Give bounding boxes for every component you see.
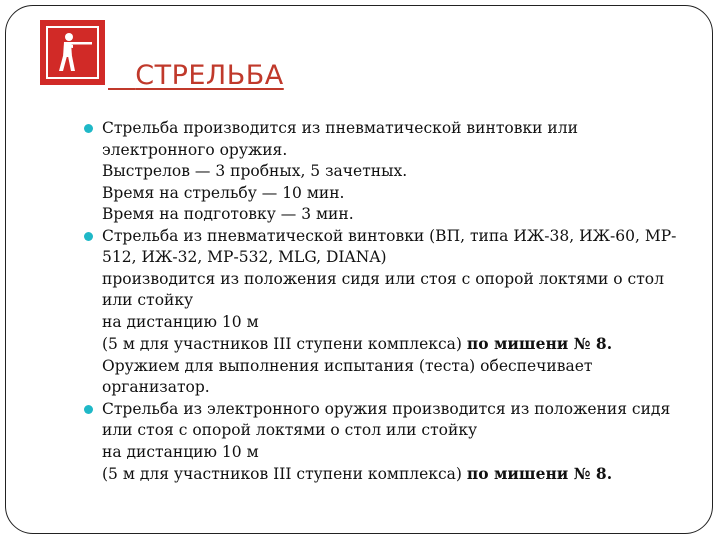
list-item — [84, 226, 677, 399]
text-line: на дистанцию 10 м — [102, 442, 259, 461]
bullet-dot — [84, 232, 93, 241]
text-line: производится из положения сидя или стоя с опорой локтями о стол — [102, 269, 664, 288]
list-item — [84, 118, 674, 226]
text-line — [102, 333, 674, 356]
text-plain: (5 м для участников III ступени комплекса) — [102, 335, 467, 353]
text-bold: по мишени № 8. — [466, 334, 613, 353]
shooter-logo — [40, 20, 105, 85]
shooter-icon — [48, 28, 97, 77]
text-line: Оружием для выполнения испытания (теста) обеспечивает — [102, 356, 593, 375]
bullet-dot — [84, 405, 93, 414]
text-line: или стоя с опорой локтями о стол или стойку — [102, 421, 478, 439]
text-line: организатор. — [102, 378, 210, 396]
content-list — [84, 118, 677, 486]
text-line: Стрельба из электронного оружия производится из положения сидя — [102, 399, 671, 418]
text-line — [102, 463, 674, 486]
text-line: электронного оружия. — [102, 140, 288, 159]
text-line: Стрельба производится из пневматической винтовки или — [102, 119, 578, 137]
text-line: Стрельба из пневматической винтовки (ВП, типа ИЖ-38, ИЖ-60, МР- — [102, 226, 677, 245]
text-line: 512, ИЖ-32, МР-532, MLG, DIANA) — [102, 248, 387, 266]
list-item — [84, 399, 674, 486]
text-line: Выстрелов — 3 пробных, 5 зачетных. — [102, 162, 408, 180]
bullet-dot — [84, 124, 93, 133]
text-line: или стойку — [102, 291, 194, 309]
page-title: СТРЕЛЬБА — [135, 60, 284, 91]
text-line: Время на стрельбу — 10 мин. — [102, 183, 345, 202]
text-line: Время на подготовку — 3 мин. — [102, 205, 354, 223]
text-bold: по мишени № 8. — [466, 464, 613, 483]
text-line: на дистанцию 10 м — [102, 312, 259, 331]
text-plain: (5 м для участников III ступени комплекса) — [102, 465, 467, 483]
